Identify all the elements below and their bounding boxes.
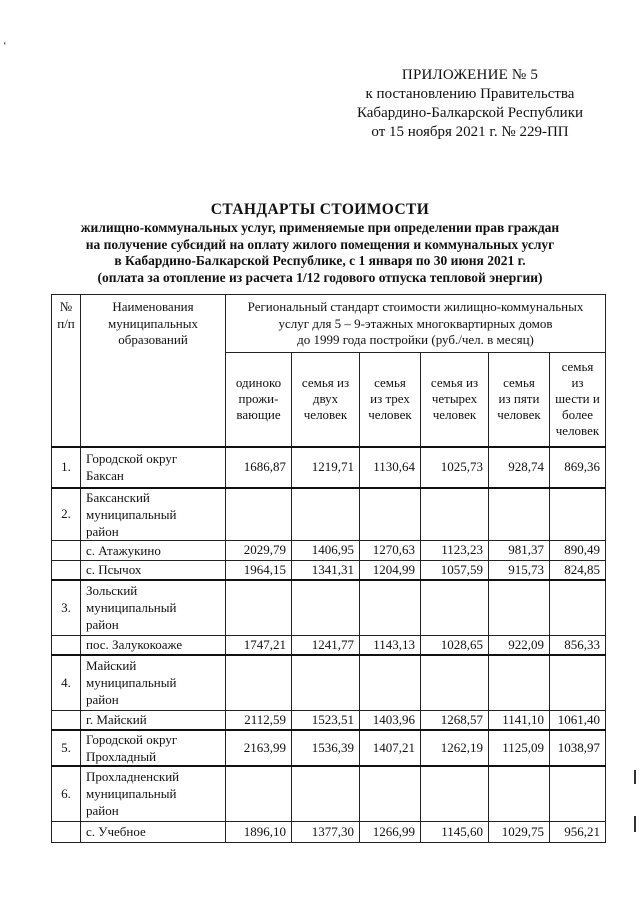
value-cell [360, 580, 421, 635]
subheader-cell [360, 353, 421, 447]
row-number: 5. [52, 730, 81, 766]
appendix-block [320, 66, 620, 142]
value-cell: 1241,77 [292, 635, 360, 655]
value-cell [226, 766, 292, 821]
row-name [81, 730, 226, 766]
value-cell: 1204,99 [360, 560, 421, 580]
value-cell [360, 488, 421, 541]
row-number: 3. [52, 580, 81, 635]
value-cell: 1268,57 [421, 710, 489, 730]
value-cell: 1143,13 [360, 635, 421, 655]
value-cell [226, 655, 292, 710]
row-number [52, 821, 81, 842]
scan-mark: ‘ [3, 40, 7, 52]
row-number [52, 710, 81, 730]
row-number: 6. [52, 766, 81, 821]
value-cell: 890,49 [550, 540, 606, 560]
row-name [81, 560, 226, 580]
subheader-line: четырех [431, 391, 478, 407]
subheader-line: семья [374, 375, 406, 391]
row-name [81, 655, 226, 710]
row-name-line: район [86, 617, 119, 633]
value-cell [292, 655, 360, 710]
table-row [52, 488, 606, 541]
value-cell: 1403,96 [360, 710, 421, 730]
value-cell: 1341,31 [292, 560, 360, 580]
subheader-line: человек [303, 407, 348, 423]
value-cell [550, 766, 606, 821]
row-name [81, 540, 226, 560]
subheader-line: человек [368, 407, 412, 423]
subheader-line: одиноко [235, 375, 282, 391]
subheader-line: из трех [370, 391, 410, 407]
row-name-line: муниципальный [86, 600, 177, 616]
row-name-line: Городской округ [86, 451, 178, 466]
value-cell: 1025,73 [421, 447, 489, 488]
value-cell: 2112,59 [226, 710, 292, 730]
row-name-line: пос. Залукокоаже [86, 637, 183, 653]
table-row [52, 540, 606, 560]
value-cell: 1266,99 [360, 821, 421, 842]
value-cell: 1123,23 [421, 540, 489, 560]
row-name-line: район [86, 523, 119, 539]
table-row [52, 766, 606, 821]
value-cell [421, 655, 489, 710]
table-row [52, 730, 606, 766]
value-cell: 1130,64 [360, 447, 421, 488]
header-standard-cell [226, 295, 606, 353]
table-row [52, 655, 606, 710]
value-cell: 1270,63 [360, 540, 421, 560]
value-cell [421, 488, 489, 541]
subheader-cell [421, 353, 489, 447]
value-cell: 1747,21 [226, 635, 292, 655]
subheader-line: шести и [555, 391, 600, 407]
value-cell: 1145,60 [421, 821, 489, 842]
value-cell: 1406,95 [292, 540, 360, 560]
value-cell [421, 766, 489, 821]
subheader-line: семья из [430, 375, 479, 391]
row-name-line: Зольский [86, 583, 138, 599]
value-cell: 1125,09 [489, 730, 550, 766]
subheader-line: более [562, 407, 593, 423]
heading-line-4: (оплата за отопление из расчета 1/12 годового отпуска тепловой энергии) [97, 269, 543, 285]
heading-line-2: на получение субсидий на оплату жилого помещения и коммунальных услуг [85, 236, 555, 252]
value-cell [226, 580, 292, 635]
row-number [52, 540, 81, 560]
value-cell: 856,33 [550, 635, 606, 655]
value-cell [226, 488, 292, 541]
value-cell: 1536,39 [292, 730, 360, 766]
subheader-line: прожи- [238, 391, 279, 407]
row-name-line: Баксан [86, 468, 124, 483]
header-num-line-2: п/п [57, 315, 75, 331]
edge-mark [634, 770, 636, 784]
value-cell [489, 488, 550, 541]
value-cell: 1896,10 [226, 821, 292, 842]
value-cell: 869,36 [550, 447, 606, 488]
header-name-line-2: муниципальных [107, 315, 198, 331]
subheader-line: двух [312, 391, 339, 407]
row-name-line: Майский [86, 658, 137, 674]
row-name-line: Прохладненский [86, 769, 180, 785]
value-cell: 824,85 [550, 560, 606, 580]
row-name-line: Городской округ [86, 732, 178, 747]
header-name-cell [81, 295, 226, 447]
value-cell: 1029,75 [489, 821, 550, 842]
appendix-line-2: Кабардино-Балкарской Республики [356, 105, 584, 121]
subheader-line: человек [497, 407, 541, 423]
row-number [52, 635, 81, 655]
subheader-line: вающие [236, 407, 281, 423]
document-heading [40, 200, 600, 286]
row-name [81, 580, 226, 635]
row-number: 4. [52, 655, 81, 710]
table-row [52, 447, 606, 488]
value-cell: 928,74 [489, 447, 550, 488]
cost-standards-table [51, 294, 606, 843]
subheader-line: из пяти [498, 391, 540, 407]
header-row-top [52, 295, 606, 353]
appendix-line-1: к постановлению Правительства [365, 86, 575, 102]
row-name [81, 447, 226, 488]
row-name [81, 488, 226, 541]
table-row [52, 580, 606, 635]
row-name-line: район [86, 803, 119, 819]
header-standard-line-2: услуг для 5 – 9-этажных многоквартирных домов [278, 315, 553, 331]
value-cell: 1964,15 [226, 560, 292, 580]
value-cell: 1523,51 [292, 710, 360, 730]
value-cell: 1038,97 [550, 730, 606, 766]
header-name-line-3: образований [118, 332, 188, 347]
row-name [81, 635, 226, 655]
header-standard-line-3: до 1999 года постройки (руб./чел. в месяц) [297, 332, 534, 347]
header-num-line-1: № [59, 299, 73, 314]
heading-line-3: в Кабардино-Балкарской Республике, с 1 января по 30 июня 2021 г. [114, 253, 526, 268]
value-cell: 922,09 [489, 635, 550, 655]
row-name-line: с. Псычох [86, 562, 142, 578]
value-cell: 1028,65 [421, 635, 489, 655]
value-cell [360, 655, 421, 710]
value-cell [292, 488, 360, 541]
header-name-line-1: Наименования [112, 299, 194, 314]
row-name-line: Баксанский [86, 489, 150, 505]
header-num-cell [52, 295, 81, 447]
row-name-line: Прохладный [86, 749, 157, 764]
subheader-line: семья из [301, 375, 350, 391]
value-cell [292, 580, 360, 635]
value-cell [550, 488, 606, 541]
value-cell [489, 580, 550, 635]
row-number: 1. [52, 447, 81, 488]
value-cell: 981,37 [489, 540, 550, 560]
value-cell: 1061,40 [550, 710, 606, 730]
row-name-line: г. Майский [86, 712, 147, 728]
table-row [52, 635, 606, 655]
value-cell [292, 766, 360, 821]
row-name [81, 766, 226, 821]
value-cell [360, 766, 421, 821]
row-name-line: муниципальный [86, 786, 177, 802]
row-name [81, 821, 226, 842]
row-name-line: с. Учебное [86, 824, 146, 839]
value-cell [489, 655, 550, 710]
value-cell: 2029,79 [226, 540, 292, 560]
value-cell: 1377,30 [292, 821, 360, 842]
subheader-cell [226, 353, 292, 447]
value-cell [550, 580, 606, 635]
value-cell: 1262,19 [421, 730, 489, 766]
subheader-line: человек [555, 423, 600, 439]
subheader-line: человек [432, 407, 477, 423]
value-cell: 1141,10 [489, 710, 550, 730]
value-cell: 956,21 [550, 821, 606, 842]
table-row [52, 821, 606, 842]
value-cell: 1057,59 [421, 560, 489, 580]
row-name-line: муниципальный [86, 506, 177, 522]
row-name-line: район [86, 692, 119, 708]
row-number: 2. [52, 488, 81, 541]
appendix-title: ПРИЛОЖЕНИЕ № 5 [401, 67, 539, 83]
appendix-line-3: от 15 ноября 2021 г. № 229-ПП [371, 124, 569, 140]
subheader-cell [550, 353, 606, 447]
table-row [52, 560, 606, 580]
value-cell [421, 580, 489, 635]
value-cell [489, 766, 550, 821]
row-name-line: с. Атажукино [86, 542, 161, 558]
edge-mark [634, 816, 636, 832]
value-cell: 1686,87 [226, 447, 292, 488]
header-standard-line-1: Региональный стандарт стоимости жилищно-коммунальных [247, 299, 584, 314]
subheader-line: семья [561, 359, 594, 375]
value-cell [550, 655, 606, 710]
value-cell: 2163,99 [226, 730, 292, 766]
row-name-line: муниципальный [86, 675, 177, 691]
subheader-cell [489, 353, 550, 447]
row-number [52, 560, 81, 580]
subheader-line: из [571, 375, 584, 391]
table-row [52, 710, 606, 730]
row-name [81, 710, 226, 730]
subheader-line: семья [503, 375, 535, 391]
value-cell: 1407,21 [360, 730, 421, 766]
heading-title: СТАНДАРТЫ СТОИМОСТИ [210, 201, 430, 218]
heading-line-1: жилищно-коммунальных услуг, применяемые при определении прав граждан [80, 220, 560, 235]
value-cell: 915,73 [489, 560, 550, 580]
subheader-cell [292, 353, 360, 447]
value-cell: 1219,71 [292, 447, 360, 488]
